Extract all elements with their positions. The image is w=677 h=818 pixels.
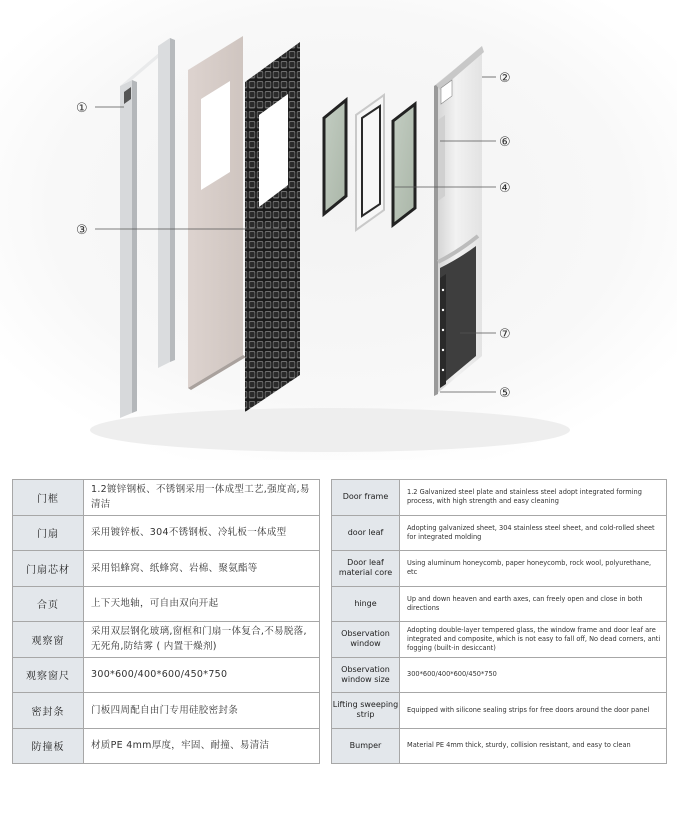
door-leaf-panel [188, 36, 246, 390]
callout-5: ⑤ [499, 386, 511, 401]
spec-value: 上下天地轴，可自由双向开起 [84, 586, 320, 622]
spec-value: Equipped with silicone sealing strips for free doors around the door panel [400, 693, 667, 729]
table-row [13, 657, 320, 693]
spec-value: 采用镀锌板、304不锈钢板、冷轧板一体成型 [84, 515, 320, 551]
callout-2: ② [499, 71, 511, 86]
table-row [332, 480, 667, 516]
spec-label: 观察窗 [13, 622, 84, 658]
callout-6: ⑥ [499, 135, 511, 150]
table-row [332, 728, 667, 764]
spec-label: 门扇 [13, 515, 84, 551]
table-row [13, 622, 320, 658]
spec-label: Bumper [332, 728, 400, 764]
spec-value: 1.2 Galvanized steel plate and stainless steel adopt integrated forming process, with high strength and easy cleaning [400, 480, 667, 516]
spec-value: Up and down heaven and earth axes, can freely open and close in both directions [400, 586, 667, 622]
spec-value: 1.2镀锌钢板、不锈钢采用一体成型工艺,强度高,易清洁 [84, 480, 320, 516]
spec-value: Adopting double-layer tempered glass, the window frame and door leaf are integrated and composite, which is not easy to fall off, No dead corners, anti fogging (built-in desiccant) [400, 622, 667, 658]
table-row [13, 515, 320, 551]
honeycomb-core [245, 42, 300, 412]
callout-1: ① [76, 101, 88, 116]
assembled-door [434, 46, 484, 396]
spec-value: 门板四周配自由门专用硅胶密封条 [84, 693, 320, 729]
table-row [332, 657, 667, 693]
table-row [13, 693, 320, 729]
table-row [13, 728, 320, 764]
spec-label: 观察窗尺 [13, 657, 84, 693]
spec-label: Lifting sweeping strip [332, 693, 400, 729]
spec-value: Adopting galvanized sheet, 304 stainless steel sheet, and cold-rolled sheet for integrated molding [400, 515, 667, 551]
table-row [13, 480, 320, 516]
table-row [13, 551, 320, 587]
spec-value: 300*600/400*600/450*750 [84, 657, 320, 693]
spec-value: Material PE 4mm thick, sturdy, collision resistant, and easy to clean [400, 728, 667, 764]
callout-3: ③ [76, 223, 88, 238]
spec-value: 300*600/400*600/450*750 [400, 657, 667, 693]
table-row [332, 693, 667, 729]
spec-label: door leaf [332, 515, 400, 551]
spec-value: 采用双层钢化玻璃,窗框和门扇一体复合,不易脱落,无死角,防结雾 ( 内置干燥剂) [84, 622, 320, 658]
spec-value: Using aluminum honeycomb, paper honeycomb, rock wool, polyurethane, etc [400, 551, 667, 587]
spec-table-chinese [12, 479, 320, 764]
spec-label: 门扇芯材 [13, 551, 84, 587]
spec-table-english [331, 479, 667, 764]
spec-value: 采用铝蜂窝、纸蜂窝、岩棉、聚氨酯等 [84, 551, 320, 587]
spec-label: Door frame [332, 480, 400, 516]
spec-value: 材质PE 4mm厚度，牢固、耐撞、易清洁 [84, 728, 320, 764]
spec-label: Door leaf material core [332, 551, 400, 587]
table-row [13, 586, 320, 622]
callout-4: ④ [499, 181, 511, 196]
spec-label: Observation window size [332, 657, 400, 693]
spec-label: 防撞板 [13, 728, 84, 764]
table-row [332, 515, 667, 551]
table-row [332, 551, 667, 587]
spec-label: hinge [332, 586, 400, 622]
spec-label: Observation window [332, 622, 400, 658]
table-row [332, 586, 667, 622]
spec-label: 合页 [13, 586, 84, 622]
callout-7: ⑦ [499, 327, 511, 342]
spec-label: 密封条 [13, 693, 84, 729]
spec-label: 门框 [13, 480, 84, 516]
table-row [332, 622, 667, 658]
